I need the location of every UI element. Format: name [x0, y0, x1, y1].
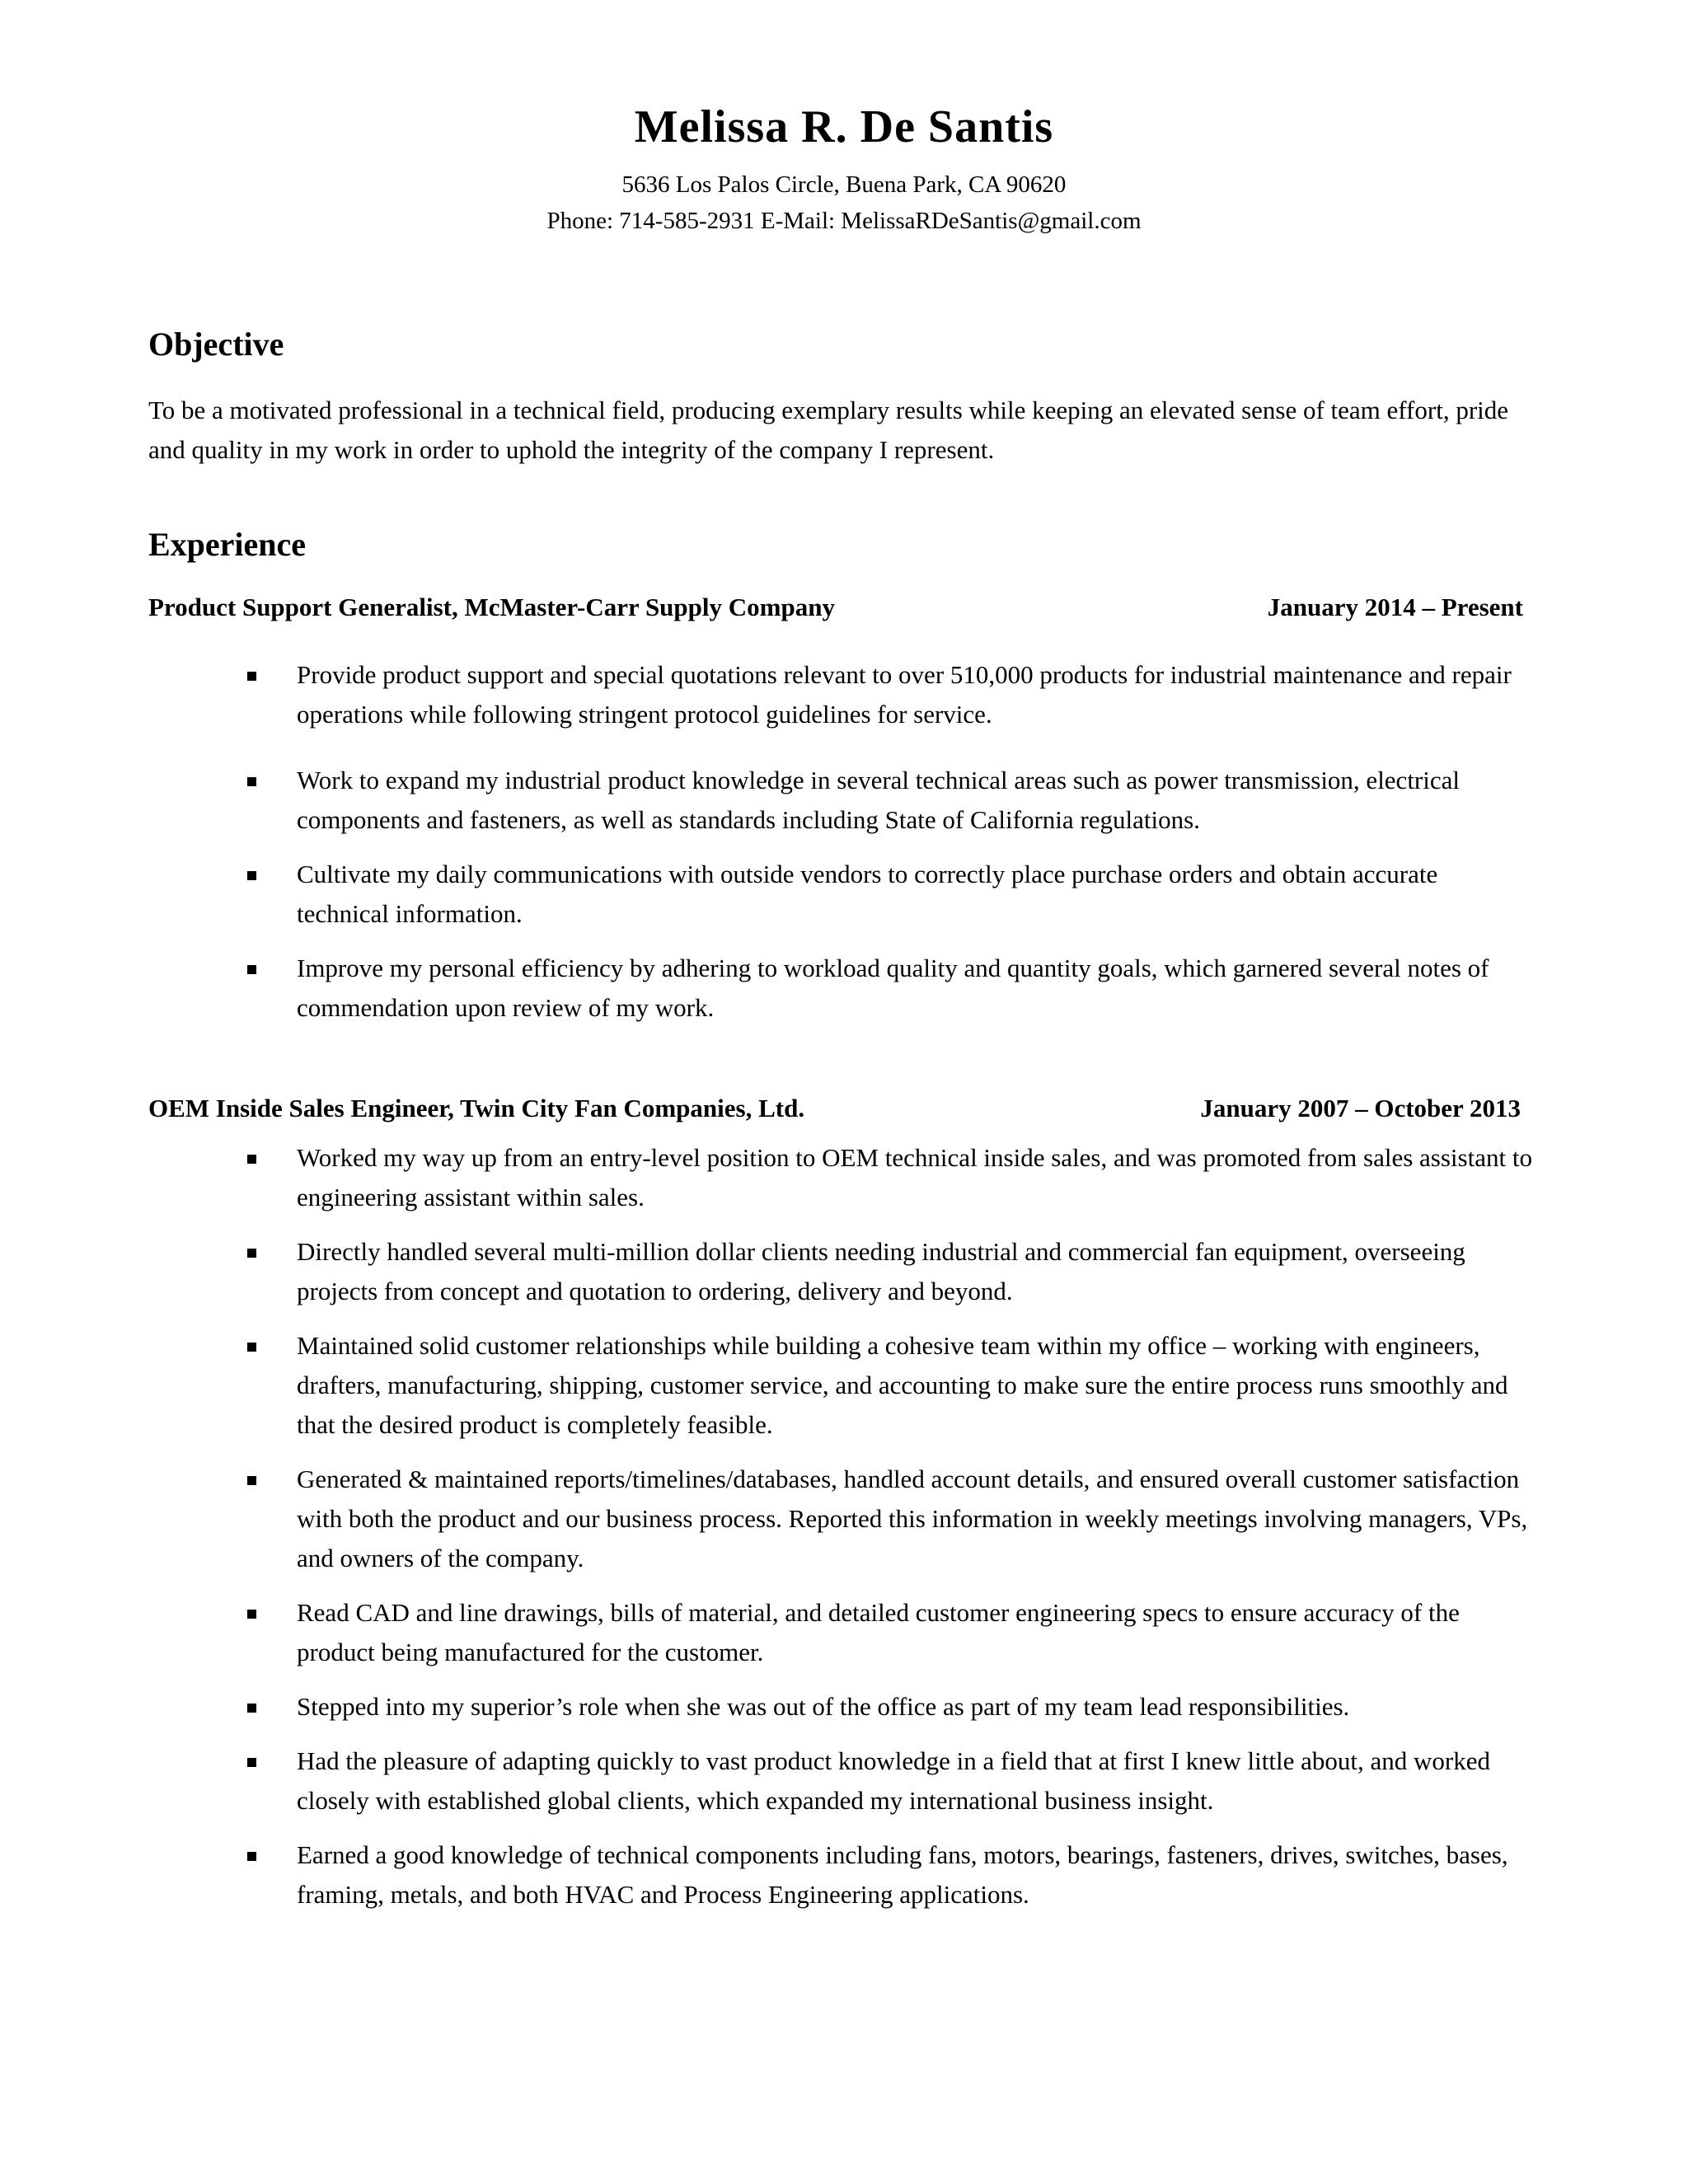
job-dates: January 2007 – October 2013 [1200, 1094, 1521, 1122]
bullet-text: Stepped into my superior’s role when she was out of the office as part of my team lead responsibilities. [297, 1692, 1350, 1721]
contact-line: Phone: 714-585-2931 E-Mail: MelissaRDeSantis@gmail.com [546, 208, 1142, 234]
bullet-text: Directly handled several multi-million dollar clients needing industrial and commercial fan equipment, overseeing projects from concept and quotation to ordering, delivery and beyond. [297, 1237, 1465, 1305]
list-item [247, 1460, 1533, 1578]
bullet-text: Cultivate my daily communications with outside vendors to correctly place purchase orders and obtain accurate technical information. [297, 860, 1438, 928]
list-item [247, 1835, 1533, 1915]
list-item [247, 1326, 1533, 1445]
square-bullet-icon [247, 1249, 256, 1258]
bullet-text: Read CAD and line drawings, bills of material, and detailed customer engineering specs to ensure accuracy of the product being manufactured for the customer. [297, 1598, 1460, 1666]
experience-heading: Experience [148, 526, 307, 563]
square-bullet-icon [247, 1758, 256, 1767]
job-bullet-list [247, 1138, 1533, 1915]
square-bullet-icon [247, 1704, 256, 1713]
square-bullet-icon [247, 1610, 256, 1619]
list-item [247, 761, 1533, 840]
bullet-text: Improve my personal efficiency by adhering to workload quality and quantity goals, which garnered several notes of commendation upon review of my work. [297, 954, 1489, 1022]
list-item [247, 1138, 1533, 1217]
bullet-text: Earned a good knowledge of technical components including fans, motors, bearings, fasteners, drives, switches, bases, framing, metals, and both HVAC and Process Engineering applications. [297, 1840, 1508, 1909]
square-bullet-icon [247, 871, 256, 880]
list-item [247, 855, 1533, 934]
objective-text: To be a motivated professional in a technical field, producing exemplary results while keeping an elevated sense of team effort, pride and quality in my work in order to uphold the integrity of the company I represent. [148, 396, 1509, 464]
list-item [247, 655, 1533, 734]
square-bullet-icon [247, 965, 256, 974]
square-bullet-icon [247, 1343, 256, 1352]
square-bullet-icon [247, 1155, 256, 1164]
bullet-text: Maintained solid customer relationships while building a cohesive team within my office – working with engineers, drafters, manufacturing, shipping, customer service, and accounting to make sure the entire process runs smoothly and that the desired product is completely feasible. [297, 1331, 1508, 1439]
square-bullet-icon [247, 1852, 256, 1861]
bullet-text: Worked my way up from an entry-level position to OEM technical inside sales, and was promoted from sales assistant to engineering assistant within sales. [297, 1143, 1532, 1212]
objective-heading: Objective [148, 326, 284, 363]
address-line: 5636 Los Palos Circle, Buena Park, CA 90620 [621, 171, 1067, 198]
candidate-name: Melissa R. De Santis [634, 101, 1054, 152]
job-dates: January 2014 – Present [1267, 593, 1523, 621]
job-bullet-list [247, 655, 1533, 1028]
resume-header [0, 99, 1688, 239]
bullet-text: Provide product support and special quotations relevant to over 510,000 products for industrial maintenance and repair operations while following stringent protocol guidelines for service. [297, 660, 1512, 729]
bullet-text: Had the pleasure of adapting quickly to vast product knowledge in a field that at first I knew little about, and worked closely with established global clients, which expanded my international business insight. [297, 1746, 1490, 1815]
list-item [247, 1741, 1533, 1821]
job-title: OEM Inside Sales Engineer, Twin City Fan Companies, Ltd. [148, 1094, 805, 1122]
list-item [247, 949, 1533, 1028]
square-bullet-icon [247, 777, 256, 786]
job-title: Product Support Generalist, McMaster-Carr Supply Company [148, 593, 835, 621]
square-bullet-icon [247, 1476, 256, 1485]
list-item [247, 1593, 1533, 1672]
bullet-text: Generated & maintained reports/timelines/databases, handled account details, and ensured overall customer satisfaction with both the product and our business process. Reported this information in weekly meetings involving managers, VPs, and owners of the company. [297, 1465, 1528, 1572]
list-item [247, 1687, 1533, 1727]
square-bullet-icon [247, 672, 256, 681]
list-item [247, 1232, 1533, 1311]
bullet-text: Work to expand my industrial product knowledge in several technical areas such as power transmission, electrical components and fasteners, as well as standards including State of California regulations. [297, 766, 1460, 834]
